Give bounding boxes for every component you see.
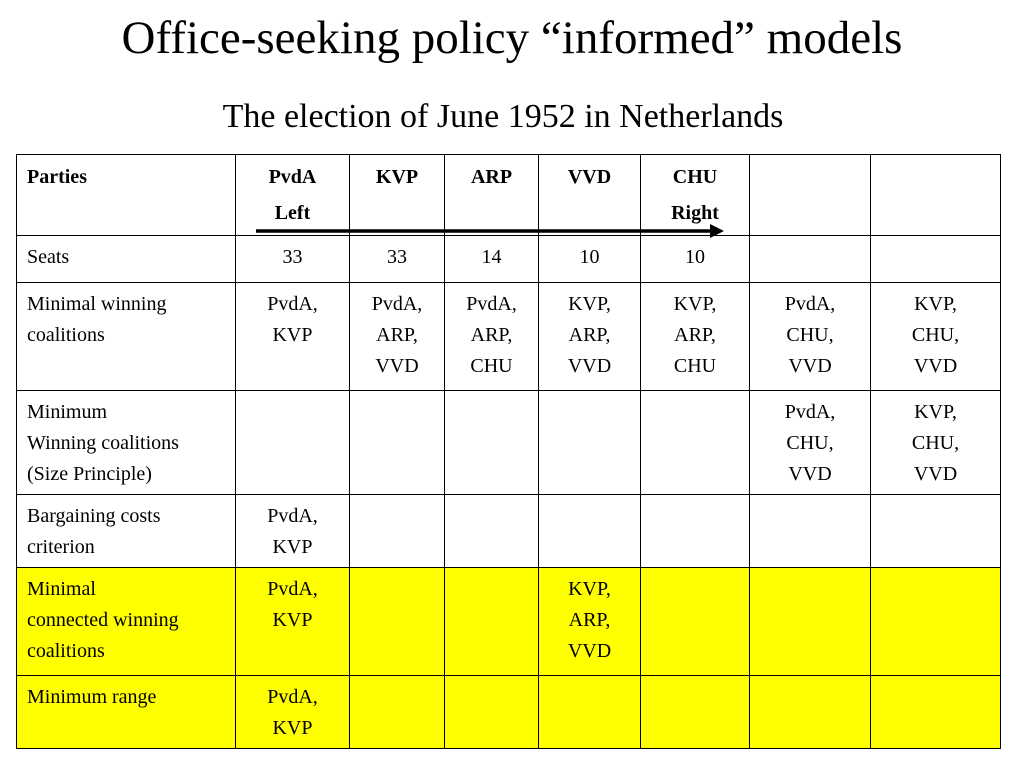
row-label-line: Bargaining costs — [27, 505, 161, 527]
party-name: ARP — [470, 166, 513, 188]
coalition-cell — [445, 283, 539, 391]
coalition-line: PvdA, — [267, 578, 318, 600]
row-label — [17, 283, 236, 391]
header-cell-chu — [641, 155, 750, 236]
coalition-line: CHU, — [786, 432, 834, 454]
coalition-cell — [750, 391, 871, 495]
header-cell-arp — [445, 155, 539, 236]
coalition-line: CHU, — [786, 324, 834, 346]
coalition-line: KVP, — [568, 293, 611, 315]
coalition-line: ARP, — [568, 609, 611, 631]
coalition-cell — [236, 283, 350, 391]
coalition-cell — [350, 676, 445, 749]
header-cell-pvda — [236, 155, 350, 236]
bargaining-row — [17, 495, 1001, 568]
seats-row — [17, 236, 1001, 283]
coalition-cell — [750, 283, 871, 391]
coalition-line: PvdA, — [267, 293, 318, 315]
row-label-line: coalitions — [27, 324, 105, 346]
coalition-cell — [445, 676, 539, 749]
seats-cell: 10 — [539, 236, 641, 283]
coalition-cell — [750, 676, 871, 749]
coalition-line: PvdA, — [466, 293, 517, 315]
left-label: Left — [274, 202, 311, 224]
coalition-line: ARP, — [470, 324, 513, 346]
party-name: KVP — [375, 166, 419, 188]
coalition-cell — [871, 568, 1001, 676]
coalition-line: CHU, — [911, 432, 960, 454]
coalition-cell — [641, 283, 750, 391]
row-label-line: Minimum — [27, 401, 108, 423]
seats-cell: 10 — [641, 236, 750, 283]
right-label: Right — [671, 202, 719, 224]
coalition-cell — [350, 568, 445, 676]
seats-cell: 14 — [445, 236, 539, 283]
coalition-cell — [871, 391, 1001, 495]
coalition-cell — [641, 568, 750, 676]
row-label-line: criterion — [27, 536, 95, 558]
row-label — [17, 391, 236, 495]
coalition-line: ARP, — [674, 324, 716, 346]
coalition-cell — [445, 495, 539, 568]
coalition-cell — [350, 283, 445, 391]
minimum-winning-row — [17, 391, 1001, 495]
coalition-line: VVD — [567, 640, 612, 662]
coalition-cell — [236, 676, 350, 749]
coalition-line: KVP — [272, 536, 313, 558]
coalition-cell — [641, 676, 750, 749]
coalition-line: KVP, — [568, 578, 611, 600]
coalition-cell — [539, 391, 641, 495]
coalition-cell — [539, 676, 641, 749]
coalition-cell — [641, 495, 750, 568]
coalition-line: KVP — [272, 324, 313, 346]
coalition-line: KVP, — [914, 401, 957, 423]
coalition-cell — [871, 676, 1001, 749]
coalition-cell — [445, 391, 539, 495]
coalition-cell — [350, 495, 445, 568]
coalition-line: PvdA, — [267, 505, 318, 527]
header-cell-empty — [871, 155, 1001, 236]
coalition-line: ARP, — [568, 324, 611, 346]
seats-cell: 33 — [350, 236, 445, 283]
party-name: VVD — [567, 166, 612, 188]
coalition-line: KVP, — [914, 293, 957, 315]
header-cell-vvd — [539, 155, 641, 236]
row-label — [17, 495, 236, 568]
coalition-cell — [539, 495, 641, 568]
coalition-cell — [750, 495, 871, 568]
coalition-line: VVD — [567, 355, 612, 377]
slide-title: Office-seeking policy “informed” models — [121, 12, 903, 64]
seats-cell: 33 — [236, 236, 350, 283]
coalition-line: CHU, — [911, 324, 960, 346]
row-label-line: Minimum range — [27, 686, 157, 708]
coalition-line: PvdA, — [784, 401, 836, 423]
minimal-connected-row — [17, 568, 1001, 676]
coalition-cell — [871, 283, 1001, 391]
coalition-cell — [871, 495, 1001, 568]
slide-subtitle: The election of June 1952 in Netherlands — [222, 98, 784, 135]
seats-cell — [750, 236, 871, 283]
row-label-line: Minimal — [27, 578, 96, 600]
coalition-line: KVP — [272, 717, 313, 739]
coalition-line: VVD — [788, 463, 832, 485]
coalition-line: VVD — [375, 355, 419, 377]
row-label-line: Winning coalitions — [27, 432, 179, 454]
row-label-line: Minimal winning — [27, 293, 167, 315]
coalition-cell — [236, 568, 350, 676]
row-label-line: coalitions — [27, 640, 105, 662]
coalition-line: KVP — [272, 609, 313, 631]
coalition-table — [16, 154, 1001, 749]
row-label-line: connected winning — [27, 609, 179, 631]
seats-label: Seats — [17, 236, 236, 283]
row-label-line: (Size Principle) — [27, 463, 152, 485]
coalition-line: PvdA, — [267, 686, 318, 708]
coalition-cell — [236, 495, 350, 568]
party-name: PvdA — [268, 166, 317, 188]
header-cell-kvp — [350, 155, 445, 236]
coalition-line: PvdA, — [784, 293, 836, 315]
seats-cell — [871, 236, 1001, 283]
minimal-winning-row — [17, 283, 1001, 391]
coalition-cell — [236, 391, 350, 495]
row-label — [17, 676, 236, 749]
party-name: CHU — [672, 166, 718, 188]
header-cell-empty — [750, 155, 871, 236]
coalition-line: VVD — [913, 463, 958, 485]
coalition-cell — [750, 568, 871, 676]
header-label: Parties — [17, 155, 236, 236]
coalition-line: CHU — [673, 355, 717, 377]
coalition-line: CHU — [470, 355, 513, 377]
coalition-line: VVD — [788, 355, 832, 377]
coalition-cell — [539, 568, 641, 676]
header-row — [17, 155, 1001, 236]
coalition-cell — [539, 283, 641, 391]
row-label — [17, 568, 236, 676]
coalition-line: VVD — [913, 355, 958, 377]
coalition-line: ARP, — [376, 324, 418, 346]
coalition-line: PvdA, — [371, 293, 423, 315]
coalition-line: KVP, — [673, 293, 717, 315]
coalition-cell — [350, 391, 445, 495]
minimum-range-row — [17, 676, 1001, 749]
coalition-cell — [445, 568, 539, 676]
coalition-cell — [641, 391, 750, 495]
